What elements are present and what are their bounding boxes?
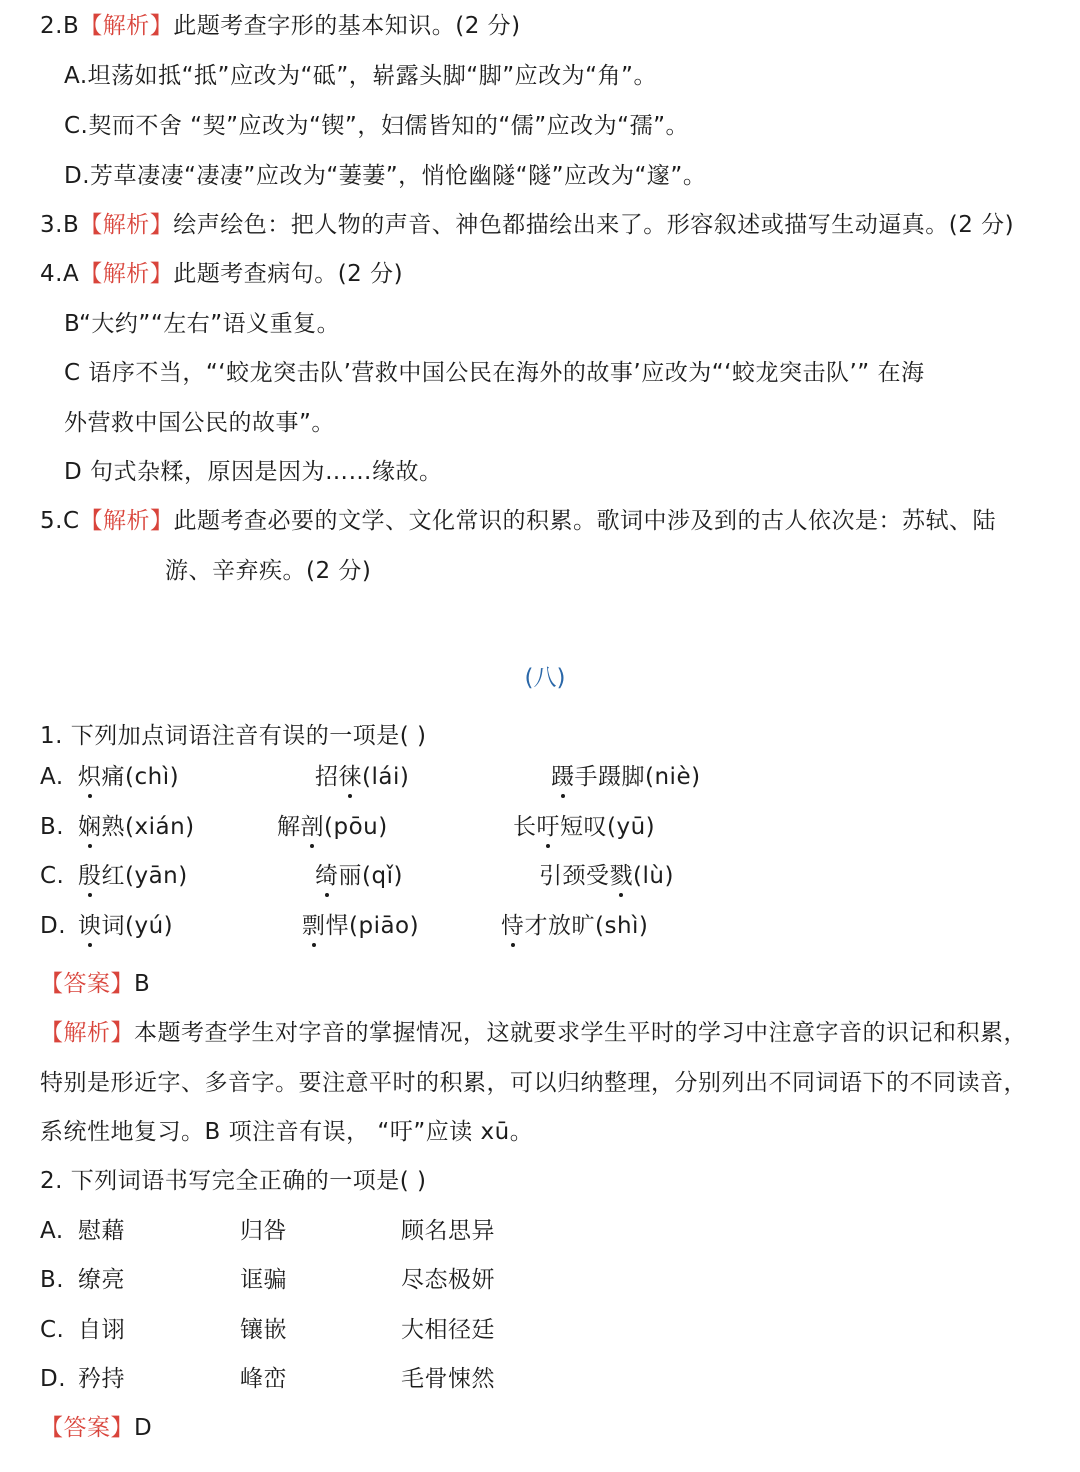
quiz1-option-d-label: D.: [40, 913, 67, 939]
quiz1-option-b-label: B.: [40, 814, 65, 840]
quiz2-option-a-word3: 顾名思异: [401, 1218, 495, 1244]
quiz1-option-a-word2: 招徕(lái): [315, 761, 409, 793]
analysis-tag: 【解析】: [79, 261, 174, 287]
q4-number: 4.A: [40, 261, 80, 287]
q3-number: 3.B: [40, 212, 80, 238]
q3-analysis-text: 绘声绘色：把人物的声音、神色都描绘出来了。形容叙述或描写生动逼真。(2 分): [173, 212, 1015, 238]
q4-option-b-note: B“大约”“左右”语义重复。: [64, 311, 341, 337]
quiz1-option-d-word2: 剽悍(piāo): [302, 910, 419, 942]
quiz1-analysis-text: 本题考查学生对字音的掌握情况，这就要求学生平时的学习中注意字音的识记和积累，: [134, 1020, 1027, 1046]
section-title: (八): [524, 665, 566, 691]
q2-option-c-note: C.契而不舍 “契”应改为“锲”，妇儒皆知的“儒”应改为“孺”。: [64, 113, 690, 139]
quiz1-option-a-word3: 蹑手蹑脚(niè): [551, 761, 701, 793]
quiz2-option-c-label: C.: [40, 1317, 65, 1343]
quiz1-option-d-word1: 谀词(yú): [78, 910, 173, 942]
q5-analysis-line: [40, 505, 996, 537]
quiz1-analysis-line1: [40, 1017, 1027, 1049]
quiz1-option-b-word3: 长吁短叹(yū): [513, 811, 655, 843]
quiz1-analysis-line3: 系统性地复习。B 项注音有误， “吁”应读 xū。: [40, 1119, 534, 1145]
analysis-tag: 【解析】: [40, 1020, 134, 1046]
analysis-tag: 【解析】: [79, 212, 174, 238]
quiz2-option-b-word2: 诓骗: [240, 1267, 287, 1293]
quiz2-option-d-label: D.: [40, 1366, 67, 1392]
q2-analysis-text: 此题考查字形的基本知识。(2 分): [173, 13, 521, 39]
quiz2-option-b-label: B.: [40, 1267, 65, 1293]
q5-analysis-text: 此题考查必要的文学、文化常识的积累。歌词中涉及到的古人依次是：苏轼、陆: [173, 508, 997, 534]
quiz2-option-a-word2: 归咎: [240, 1218, 287, 1244]
quiz2-option-b-word3: 尽态极妍: [401, 1267, 495, 1293]
q2-option-a-note: A.坦荡如抵“抵”应改为“砥”，崭露头脚“脚”应改为“角”。: [64, 63, 657, 89]
analysis-tag: 【解析】: [79, 13, 174, 39]
answer-value: B: [134, 971, 151, 997]
quiz2-option-a-label: A.: [40, 1218, 64, 1244]
q3-analysis-line: [40, 209, 1014, 241]
quiz2-option-c-word3: 大相径廷: [401, 1317, 495, 1343]
quiz2-answer: [40, 1412, 152, 1444]
q4-analysis-text: 此题考查病句。(2 分): [173, 261, 404, 287]
q4-option-c-note: C 语序不当，“‘蛟龙突击队’营救中国公民在海外的故事’应改为“‘蛟龙突击队’” 在海: [64, 360, 925, 386]
quiz2-question: 2. 下列词语书写完全正确的一项是( ): [40, 1168, 427, 1194]
q2-option-d-note: D.芳草凄凄“凄凄”应改为“萋萋”，悄怆幽隧“隧”应改为“邃”。: [64, 163, 707, 189]
quiz2-option-c-word2: 镶嵌: [240, 1317, 287, 1343]
quiz2-option-c-word1: 自诩: [78, 1317, 125, 1343]
answer-tag: 【答案】: [40, 971, 134, 997]
q2-number: 2.B: [40, 13, 80, 39]
quiz1-option-c-word3: 引颈受戮(lù): [539, 860, 674, 892]
quiz1-option-d-word3: 恃才放旷(shì): [501, 910, 648, 942]
quiz1-option-b-word1: 娴熟(xián): [78, 811, 195, 843]
answer-value: D: [134, 1415, 153, 1441]
quiz1-option-a-word1: 炽痛(chì): [78, 761, 179, 793]
quiz2-option-a-word1: 慰藉: [78, 1218, 125, 1244]
q2-analysis-line: [40, 10, 521, 42]
quiz2-option-d-word3: 毛骨悚然: [401, 1366, 495, 1392]
quiz1-answer: [40, 968, 150, 1000]
analysis-tag: 【解析】: [79, 508, 174, 534]
quiz1-option-b-word2: 解剖(pōu): [277, 811, 388, 843]
quiz2-option-d-word2: 峰峦: [240, 1366, 287, 1392]
answer-tag: 【答案】: [40, 1415, 134, 1441]
quiz2-option-b-word1: 缭亮: [78, 1267, 125, 1293]
q5-analysis-cont: 游、辛弃疾。(2 分): [165, 558, 372, 584]
quiz1-option-c-word1: 殷红(yān): [78, 860, 188, 892]
quiz1-analysis-line2: 特别是形近字、多音字。要注意平时的积累，可以归纳整理，分别列出不同词语下的不同读音，: [40, 1070, 1027, 1096]
q5-number: 5.C: [40, 508, 80, 534]
q4-option-d-note: D 句式杂糅，原因是因为……缘故。: [64, 459, 443, 485]
quiz1-option-c-label: C.: [40, 863, 65, 889]
q4-analysis-line: [40, 258, 403, 290]
quiz1-question: 1. 下列加点词语注音有误的一项是( ): [40, 723, 427, 749]
quiz2-option-d-word1: 矜持: [78, 1366, 125, 1392]
q4-option-c-note-cont: 外营救中国公民的故事”。: [64, 410, 335, 436]
quiz1-option-c-word2: 绮丽(qǐ): [315, 860, 403, 892]
quiz1-option-a-label: A.: [40, 764, 64, 790]
